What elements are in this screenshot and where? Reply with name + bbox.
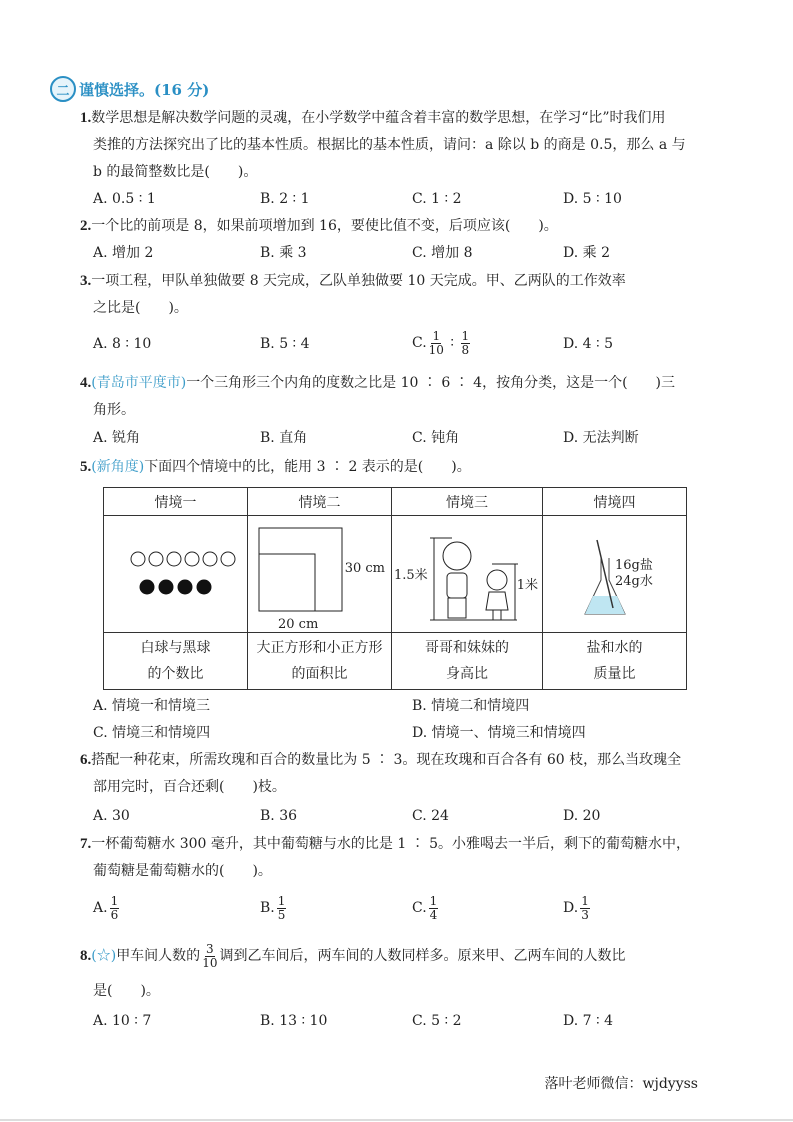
fraction [461, 330, 471, 357]
caption-line: 白球与黑球 [140, 640, 211, 656]
q3-option-a[interactable]: A. 8 ∶ 10 [93, 336, 152, 352]
q6-option-c[interactable]: C. 24 [412, 808, 449, 824]
q2-number: 2. [80, 218, 92, 234]
q7-text-1: 一杯葡萄糖水 300 毫升，其中葡萄糖与水的比是 1 ∶ 5。小雅喝去一半后，剩下的葡萄糖水中， [91, 836, 691, 852]
height-figure [392, 516, 543, 633]
q7-option-d[interactable] [563, 891, 592, 925]
q8-line2: 是( )。 [93, 983, 160, 999]
q8-option-a[interactable]: A. 10 ∶ 7 [93, 1013, 152, 1029]
table-header: 情境四 [543, 488, 687, 516]
q7-line1 [80, 834, 690, 854]
fraction [110, 895, 120, 922]
q5-line1 [80, 457, 471, 477]
balls-figure [104, 516, 248, 633]
table-header: 情境一 [104, 488, 248, 516]
q6-option-b[interactable]: B. 36 [260, 808, 298, 824]
table-header: 情境二 [248, 488, 392, 516]
q2-option-d[interactable]: D. 乘 2 [563, 245, 610, 261]
table-header: 情境三 [392, 488, 543, 516]
caption [248, 633, 392, 690]
q3-option-c-label: C. [412, 335, 427, 351]
q2-line1 [80, 216, 558, 236]
balls-illustration [104, 516, 247, 628]
q6-option-d[interactable]: D. 20 [563, 808, 601, 824]
numerator: 1 [110, 893, 119, 908]
q7-option-b[interactable] [260, 891, 288, 925]
q4-source-tag: (青岛市平度市) [91, 375, 187, 391]
numerator: 3 [206, 941, 214, 956]
section-title: 谨慎选择。(16 分) [79, 80, 210, 99]
denominator: 4 [429, 907, 438, 922]
q6-option-a[interactable]: A. 30 [93, 808, 130, 824]
fraction [429, 330, 444, 357]
small-square-side-label: 20 cm [278, 617, 319, 632]
denominator: 8 [461, 342, 470, 357]
q3-line2: 之比是( )。 [93, 300, 188, 316]
numerator: 1 [432, 328, 441, 343]
q2-option-b[interactable]: B. 乘 3 [260, 245, 307, 261]
q1-line1 [80, 108, 666, 128]
q1-text-1: 数学思想是解决数学问题的灵魂，在小学数学中蕴含着丰富的数学思想，在学习“比”时我们用 [91, 110, 666, 126]
squares-figure [248, 516, 392, 633]
q4-option-c[interactable]: C. 钝角 [412, 430, 460, 446]
numerator: 1 [429, 893, 438, 908]
caption-line: 质量比 [593, 666, 636, 682]
q3-line1 [80, 271, 626, 291]
q6-line2: 部用完时，百合还剩( )枝。 [93, 779, 286, 795]
q5-option-d[interactable]: D. 情境一、情境三和情境四 [412, 725, 586, 741]
q2-text: 一个比的前项是 8，如果前项增加到 16，要使比值不变，后项应该( )。 [91, 218, 558, 234]
bottom-divider [0, 1119, 793, 1121]
q1-option-b[interactable]: B. 2 ∶ 1 [260, 191, 310, 207]
large-square-side-label: 30 cm [344, 561, 385, 576]
numerator: 1 [277, 893, 286, 908]
q4-option-a[interactable]: A. 锐角 [93, 430, 141, 446]
denominator: 10 [202, 955, 218, 970]
boy-height-label: 1.5米 [394, 568, 428, 583]
q3-number: 3. [80, 273, 92, 289]
q8-number: 8. [80, 948, 92, 964]
q8-option-c[interactable]: C. 5 ∶ 2 [412, 1013, 462, 1029]
denominator: 10 [428, 342, 444, 357]
denominator: 3 [581, 907, 589, 922]
q1-number: 1. [80, 110, 92, 126]
q4-text-1: 一个三角形三个内角的度数之比是 10 ∶ 6 ∶ 4，按角分类，这是一个( )三 [186, 375, 675, 391]
option-label: C. [412, 900, 427, 916]
caption-line: 哥哥和妹妹的 [425, 640, 509, 656]
caption-line: 大正方形和小正方形 [256, 640, 383, 656]
fraction [580, 895, 590, 922]
caption-line: 的个数比 [147, 666, 204, 682]
q1-option-c[interactable]: C. 1 ∶ 2 [412, 191, 462, 207]
q2-option-a[interactable]: A. 增加 2 [93, 245, 154, 261]
q3-option-b[interactable]: B. 5 ∶ 4 [260, 336, 310, 352]
q4-option-b[interactable]: B. 直角 [260, 430, 308, 446]
q7-option-a[interactable] [93, 891, 121, 925]
girl-height-label: 1米 [516, 578, 538, 593]
q7-line2: 葡萄糖是葡萄糖水的( )。 [93, 863, 272, 879]
footer-contact: 落叶老师微信：wjdyyss [544, 1076, 698, 1092]
q1-option-d[interactable]: D. 5 ∶ 10 [563, 191, 622, 207]
section-header [50, 76, 209, 102]
numerator: 1 [461, 328, 470, 343]
fraction [202, 943, 217, 970]
water-label: 24g水 [615, 574, 653, 589]
option-label: A. [93, 900, 108, 916]
q8-line1 [80, 939, 625, 973]
q4-option-d[interactable]: D. 无法判断 [563, 430, 639, 446]
q7-option-c[interactable] [412, 891, 440, 925]
beaker-figure [543, 516, 687, 633]
q3-text-1: 一项工程，甲队单独做要 8 天完成，乙队单独做要 10 天完成。甲、乙两队的工作效率 [91, 273, 626, 289]
scenario-table [103, 487, 687, 690]
denominator: 6 [110, 907, 119, 922]
q6-line1 [80, 750, 681, 770]
q5-number: 5. [80, 459, 92, 475]
caption [543, 633, 687, 690]
q1-line2: 类推的方法探究出了比的基本性质。根据比的基本性质，请问：a 除以 b 的商是 0.5，那么 a 与 [93, 137, 686, 153]
q8-option-b[interactable]: B. 13 ∶ 10 [260, 1013, 328, 1029]
q1-option-a[interactable]: A. 0.5 ∶ 1 [93, 191, 156, 207]
q5-text: 下面四个情境中的比，能用 3 ∶ 2 表示的是( )。 [144, 459, 471, 475]
denominator: 5 [277, 907, 286, 922]
q4-number: 4. [80, 375, 92, 391]
salt-label: 16g盐 [615, 558, 653, 573]
q5-tag: (新角度) [91, 459, 145, 475]
q3-option-d[interactable]: D. 4 ∶ 5 [563, 336, 613, 352]
numerator: 1 [581, 893, 589, 908]
q7-number: 7. [80, 836, 92, 852]
caption-line: 身高比 [446, 666, 488, 682]
q6-text-1: 搭配一种花束，所需玫瑰和百合的数量比为 5 ∶ 3。现在玫瑰和百合各有 60 枝，那么当玫瑰全 [91, 752, 682, 768]
caption [392, 633, 543, 690]
q1-line3: b 的最简整数比是( )。 [93, 164, 258, 180]
caption-line: 盐和水的 [586, 640, 643, 656]
q8-text-1a: 甲车间人数的 [116, 948, 201, 964]
q5-option-a[interactable]: A. 情境一和情境三 [93, 698, 211, 714]
fraction [277, 895, 287, 922]
option-label: B. [260, 900, 275, 916]
q5-option-c[interactable]: C. 情境三和情境四 [93, 725, 211, 741]
q8-star-tag: (☆) [91, 948, 117, 964]
q4-line2: 角形。 [93, 402, 135, 418]
q5-option-b[interactable]: B. 情境二和情境四 [412, 698, 530, 714]
q8-text-1b: 调到乙车间后，两车间的人数同样多。原来甲、乙两车间的人数比 [219, 948, 626, 964]
option-label: D. [563, 900, 579, 916]
beaker-labels [615, 558, 653, 590]
q3-option-c[interactable]: C. $\frac{1}{10}$ ∶ $\frac{1}{8}$ [412, 328, 470, 357]
caption [104, 633, 248, 690]
caption-line: 的面积比 [291, 666, 348, 682]
q8-option-d[interactable]: D. 7 ∶ 4 [563, 1013, 613, 1029]
q6-number: 6. [80, 752, 92, 768]
q4-line1 [80, 373, 675, 393]
q2-option-c[interactable]: C. 增加 8 [412, 245, 473, 261]
fraction [429, 895, 439, 922]
section-number-badge: 二 [50, 76, 76, 102]
